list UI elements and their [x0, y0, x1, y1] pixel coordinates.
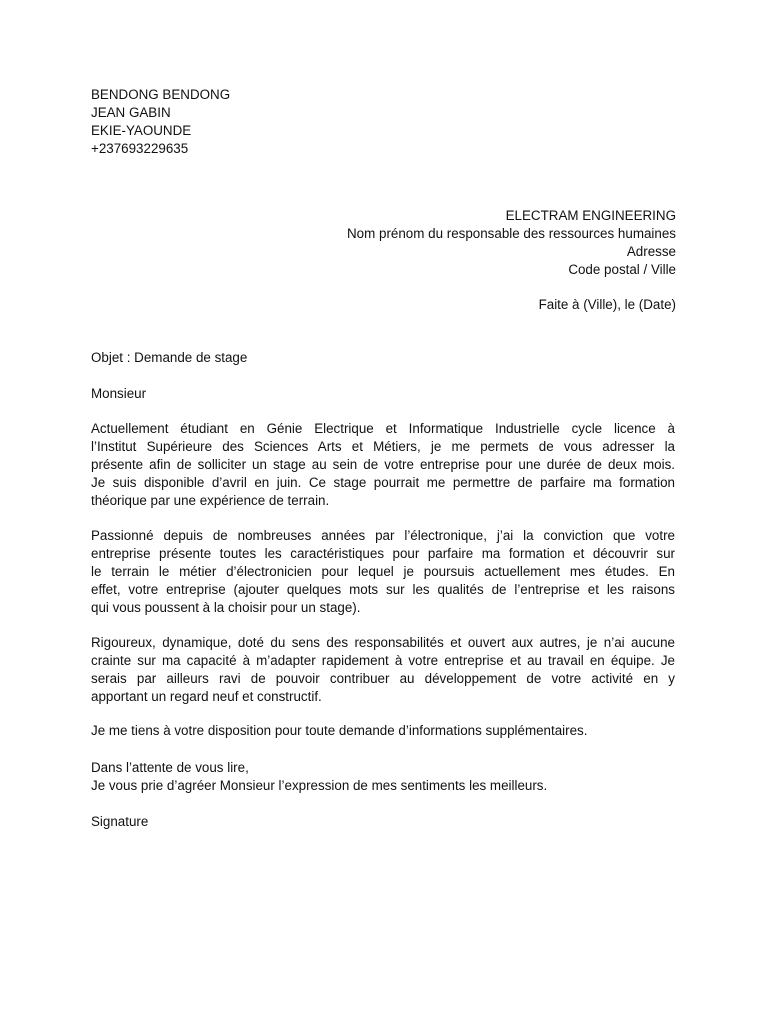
recipient-block [347, 207, 676, 279]
paragraph-line: Actuellement étudiant en Génie Electrique et Informatique Industrielle cycle licence à [91, 421, 675, 436]
paragraph-line: l’Institut Supérieure des Sciences Arts et Métiers, je me permets de vous adresser la [91, 439, 675, 454]
paragraph-intro [91, 420, 675, 510]
paragraph-line: présente afin de solliciter un stage au sein de votre entreprise pour une durée de deux mois. [91, 457, 675, 472]
paragraph-line: serais par ailleurs ravi de pouvoir contribuer au développement de votre activité en y [91, 671, 675, 686]
recipient-company: ELECTRAM ENGINEERING [505, 208, 676, 223]
letter-date: Faite à (Ville), le (Date) [538, 297, 676, 312]
sender-city: EKIE-YAOUNDE [91, 123, 192, 138]
paragraph-line: Passionné depuis de nombreuses années par l’électronique, j’ai la conviction que votre [91, 528, 675, 543]
paragraph-line: apportant un regard neuf et constructif. [91, 689, 322, 704]
paragraph-line: Rigoureux, dynamique, doté du sens des responsabilités et ouvert aux autres, je n’ai aucune [91, 635, 675, 650]
paragraph-line: qui vous poussent à la choisir pour un stage). [91, 600, 361, 615]
signature: Signature [91, 814, 149, 829]
paragraph-line: effet, votre entreprise (ajouter quelques mots sur les qualités de l’entreprise et les raisons [91, 582, 675, 597]
sender-name: BENDONG BENDONG [91, 87, 231, 102]
recipient-contact: Nom prénom du responsable des ressources humaines [347, 226, 676, 241]
sender-block [91, 86, 230, 158]
salutation: Monsieur [91, 386, 147, 401]
paragraph-qualities [91, 634, 675, 706]
letter-subject: Objet : Demande de stage [91, 350, 248, 365]
paragraph-motivation [91, 527, 675, 617]
paragraph-line: crainte sur ma capacité à m’adapter rapidement à votre entreprise et au travail en équipe. Je [91, 653, 675, 668]
closing-line-2: Je vous prie d’agréer Monsieur l’expression de mes sentiments les meilleurs. [91, 778, 548, 793]
paragraph-line: Je suis disponible d’avril en juin. Ce stage pourrait me permettre de parfaire ma formation [91, 475, 675, 490]
closing-block [91, 759, 547, 795]
recipient-address: Adresse [626, 244, 676, 259]
paragraph-line: théorique par une expérience de terrain. [91, 493, 330, 508]
closing-line-1: Dans l’attente de vous lire, [91, 760, 249, 775]
paragraph-line: le terrain le métier d’électronicien pour lequel je poursuis actuellement mes études. En [91, 564, 675, 579]
sender-first-name: JEAN GABIN [91, 105, 171, 120]
sender-phone: +237693229635 [91, 141, 189, 156]
recipient-postal-city: Code postal / Ville [568, 262, 676, 277]
paragraph-line: entreprise présente toutes les caractéristiques pour parfaire ma formation et découvrir sur [91, 546, 675, 561]
availability-line: Je me tiens à votre disposition pour toute demande d’informations supplémentaires. [91, 723, 588, 738]
